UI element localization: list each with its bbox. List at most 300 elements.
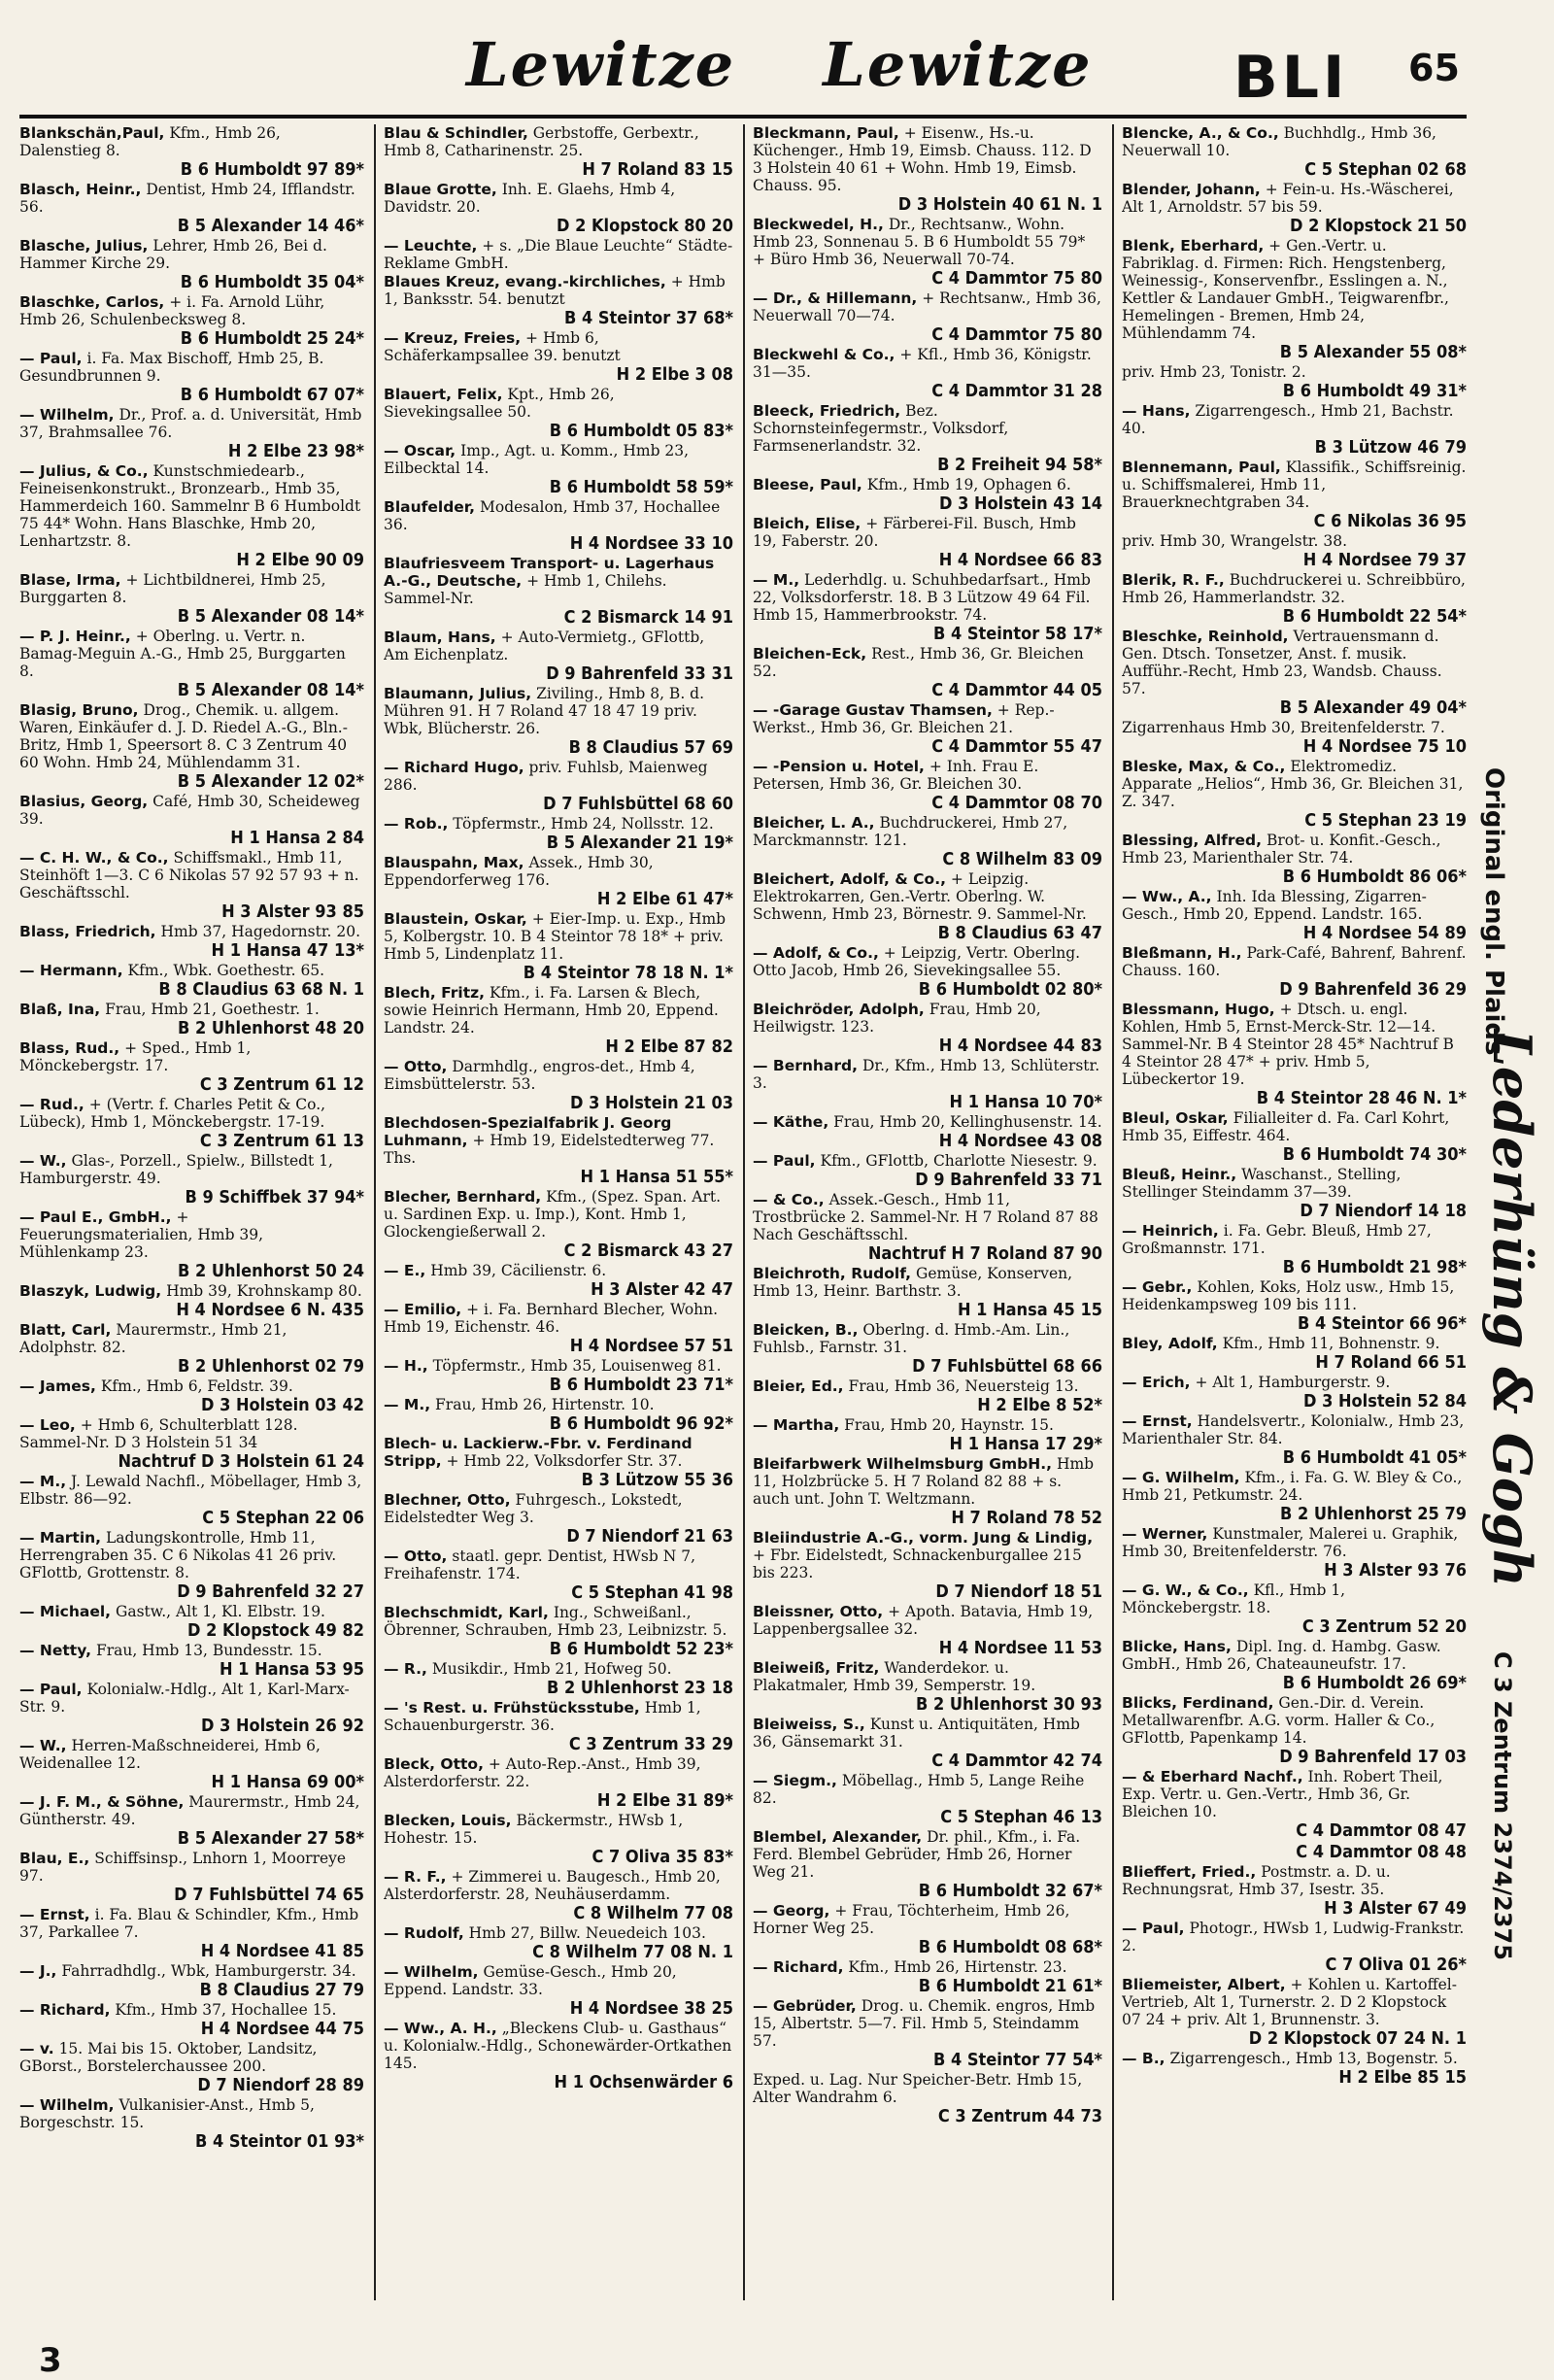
entry-name: Blicke, Hans, [1122,1638,1232,1655]
entry-name: Bleichröder, Adolph, [753,1001,925,1018]
entry-details: Buchdruckerei u. Schreibbüro, Hmb 26, Hammerlandstr. 32. [1122,571,1466,606]
side-ad-phone: C 3 Zentrum 2374/2375 [1489,1651,1516,1960]
directory-entry [19,462,364,570]
entry-name: Blasig, Bruno, [19,701,139,719]
entry-name: Blennemann, Paul, [1122,459,1281,476]
entry-phone: B 3 Lützow 55 36 [581,1470,733,1490]
directory-entry [384,1547,733,1603]
entry-phone: C 5 Stephan 02 68 [1304,159,1467,180]
header-signatures [466,29,1180,100]
column-2 [384,124,733,2300]
entry-details: + Sped., Hmb 1, Mönckebergstr. 17. [19,1039,252,1074]
entry-phone: H 2 Elbe 87 82 [605,1037,733,1057]
entry-name: — E., [384,1262,426,1279]
directory-entry [19,2096,364,2152]
entry-name: — J., [19,1962,57,1980]
entry-details: + Eisenw., Hs.-u. Küchenger., Hmb 19, Eimsb. Chauss. 112. D 3 Holstein 40 61 + Wohn. Hmb 19, Eimsb. Chauss. 95. [753,124,1092,194]
entry-phone: B 2 Uhlenhorst 25 79 [1280,1504,1467,1524]
directory-entry [384,629,733,684]
directory-entry [19,1152,364,1207]
column-3 [753,124,1102,2300]
entry-details: + (Vertr. f. Charles Petit & Co., Lübeck), Hmb 1, Mönckebergstr. 17-19. [19,1096,326,1131]
entry-name: — H., [384,1357,428,1375]
entry-details: Bäckermstr., HWsb 1, Hohestr. 15. [384,1812,684,1847]
entry-phone: C 2 Bismarck 14 91 [563,607,733,628]
entry-details: Möbellag., Hmb 5, Lange Reihe 82. [753,1772,1085,1807]
entry-details: Gerbstoffe, Gerbextr., Hmb 8, Catharinenstr. 25. [384,124,699,159]
directory-entry [384,854,733,909]
entry-phone: B 4 Steintor 28 46 N. 1* [1256,1088,1467,1108]
entry-phone: C 3 Zentrum 61 13 [199,1131,364,1151]
entry-phone: B 6 Humboldt 35 04* [180,272,364,292]
entry-name: — Michael, [19,1603,112,1620]
entry-details: Kunst u. Antiquitäten, Hmb 36, Gänsemarkt 31. [753,1716,1080,1751]
entry-phone: B 2 Uhlenhorst 50 24 [178,1261,364,1281]
entry-details: J. Lewald Nachfl., Möbellager, Hmb 3, Elbstr. 86—92. [19,1473,362,1508]
entry-phone: H 2 Elbe 31 89* [596,1790,733,1811]
entry-details: + Apoth. Batavia, Hmb 19, Lappenbergsallee 32. [753,1603,1094,1638]
directory-entry [753,1659,1102,1715]
directory-entry [753,1001,1102,1056]
entry-phone: D 2 Klopstock 80 20 [556,216,733,236]
entry-details: Kfm., Hmb 11, Bohnenstr. 9. [1222,1335,1440,1352]
directory-entry [753,515,1102,570]
entry-details: + Hmb 1, Chilehs. Sammel-Nr. [384,572,667,607]
entry-phone: B 5 Alexander 49 04* [1279,697,1467,718]
entry-phone: D 7 Fuhlsbüttel 74 65 [174,1885,364,1905]
directory-entry [384,1812,733,1867]
entry-phone: H 4 Nordsee 57 51 [569,1336,733,1356]
entry-phone: C 4 Dammtor 08 47 [1296,1820,1467,1841]
directory-entry [19,1737,364,1792]
entry-details: Dentist, Hmb 24, Ifflandstr. 56. [19,181,355,216]
directory-entry [384,181,733,236]
entry-phone: H 2 Elbe 85 15 [1338,2067,1467,2088]
entry-phone: D 9 Bahrenfeld 33 31 [546,663,733,684]
page-header [0,0,1554,117]
entry-name: Blicks, Ferdinand, [1122,1694,1274,1712]
entry-phone: D 3 Holstein 03 42 [201,1395,364,1415]
directory-entry [19,293,364,349]
directory-entry [1122,1001,1467,1108]
entry-phone: C 5 Stephan 41 98 [571,1582,733,1603]
entry-phone: C 7 Oliva 35 83* [591,1847,733,1867]
entry-phone: D 2 Klopstock 07 24 N. 1 [1248,2028,1467,2049]
entry-details: + Hmb 22, Volksdorfer Str. 37. [446,1452,683,1470]
entry-name: Bleßmann, H., [1122,944,1242,962]
entry-details: + i. Fa. Bernhard Blecher, Wohn. Hmb 19, Eichenstr. 46. [384,1301,719,1336]
directory-entry [384,685,733,758]
entry-phone: H 4 Nordsee 44 75 [200,2019,364,2039]
directory-entry [753,1529,1102,1602]
entry-phone: B 6 Humboldt 22 54* [1282,606,1467,627]
footer-mark: 3 [39,2341,62,2380]
entry-name: Blechdosen-Spezialfabrik J. Georg Luhmann, [384,1114,672,1149]
directory-entry [384,2020,733,2092]
entry-name: Blauert, Felix, [384,386,503,403]
entry-details: i. Fa. Blau & Schindler, Kfm., Hmb 37, Parkallee 7. [19,1906,359,1941]
entry-details: + Hmb 6, Schulterblatt 128. Sammel-Nr. D 3 Holstein 51 34 [19,1416,298,1451]
entry-details: Ing., Schweißanl., Öbrenner, Schrauben, Hmb 23, Leibnizstr. 5. [384,1604,727,1639]
directory-entry [19,1096,364,1151]
entry-phone: B 6 Humboldt 21 98* [1282,1257,1467,1277]
entry-phone: B 6 Humboldt 02 80* [918,979,1102,1000]
entry-name: — Leuchte, [384,237,478,255]
entry-details: Kfm., Hmb 6, Feldstr. 39. [100,1377,293,1395]
directory-entry [753,1455,1102,1528]
entry-phone: B 5 Alexander 08 14* [177,606,364,627]
entry-details: Buchhdlg., Hmb 36, Neuerwall 10. [1122,124,1436,159]
entry-name: Blau & Schindler, [384,124,528,142]
entry-details: Drog. u. Chemik. engros, Hmb 15, Albertstr. 5—7. Fil. Hmb 5, Steindamm 57. [753,1997,1096,2050]
entry-name: Bleiindustrie A.-G., vorm. Jung & Lindig, [753,1529,1094,1547]
entry-phone: B 5 Alexander 21 19* [546,833,733,853]
entry-details: Inh. E. Glaehs, Hmb 4, Davidstr. 20. [384,181,676,216]
entry-phone: H 4 Nordsee 79 37 [1302,550,1467,570]
entry-name: — M., [753,571,800,589]
directory-entry [1122,2050,1467,2088]
entry-name: — v. [19,2040,54,2057]
entry-phone: C 3 Zentrum 44 73 [937,2106,1102,2126]
directory-entry [19,1377,364,1415]
entry-phone: H 4 Nordsee 33 10 [569,533,733,554]
directory-entry [384,1755,733,1811]
entry-phone: H 1 Ochsenwärder 6 [554,2072,733,2092]
directory-entry [384,1924,733,1962]
entry-details: Hmb 37, Hagedornstr. 20. [160,923,361,940]
directory-entry [384,1301,733,1356]
directory-entry [1122,1109,1467,1165]
entry-details: Maurermstr., Hmb 21, Adolphstr. 82. [19,1321,287,1356]
entry-details: i. Fa. Gebr. Bleuß, Hmb 27, Großmannstr. 171. [1122,1222,1432,1257]
entry-details: Ziviling., Hmb 8, B. d. Mühren 91. H 7 Roland 47 18 47 19 priv. Wbk, Blücherstr. 26. [384,685,705,737]
directory-entry [1122,1863,1467,1919]
entry-name: Bleul, Oskar, [1122,1109,1229,1127]
entry-name: Blech- u. Lackierw.-Fbr. v. Ferdinand Stripp, [384,1435,693,1470]
entry-name: — Kreuz, Freies, [384,329,522,347]
entry-phone: B 8 Claudius 63 68 N. 1 [158,979,364,1000]
entry-phone: B 2 Freiheit 94 58* [937,455,1102,475]
entry-phone: D 2 Klopstock 49 82 [186,1620,364,1641]
entry-phone: B 6 Humboldt 32 67* [918,1881,1102,1901]
header-rule [19,115,1467,119]
entry-phone: B 9 Schiffbek 37 94* [185,1187,364,1207]
entry-phone: H 3 Alster 93 76 [1324,1560,1467,1581]
directory-entry [19,124,364,180]
entry-details: Schiffsinsp., Lnhorn 1, Moorreye 97. [19,1850,347,1885]
entry-phone: B 3 Lützow 46 79 [1314,437,1467,458]
entry-details: Zigarrengesch., Hmb 13, Bogenstr. 5. [1169,2050,1458,2067]
entry-phone: B 2 Uhlenhorst 48 20 [178,1018,364,1038]
entry-details: + Dtsch. u. engl. Kohlen, Hmb 5, Ernst-Merck-Str. 12—14. Sammel-Nr. B 4 Steintor 28 45* Nachtruf B 4 Steintor 28 47* + priv. Hmb 5, Lübeckertor 19. [1122,1001,1454,1088]
entry-name: — Dr., & Hillemann, [753,289,918,307]
entry-name: Bleiweiss, S., [753,1716,865,1733]
entry-phone: C 3 Zentrum 33 29 [568,1734,733,1754]
entry-name: Bleckwehl & Co., [753,346,895,363]
directory-entry [384,1435,733,1490]
entry-details: + s. „Die Blaue Leuchte“ Städte-Reklame GmbH. [384,237,733,272]
directory-entry [1122,459,1467,531]
entry-phone: D 2 Klopstock 21 50 [1289,216,1467,236]
entry-details: + Leipzig, Vertr. Oberlng. Otto Jacob, Hmb 26, Sievekingsallee 55. [753,944,1081,979]
entry-phone: B 6 Humboldt 49 31* [1282,381,1467,401]
entry-name: — Paul, [1122,1920,1185,1937]
entry-name: — Wilhelm, [19,2096,115,2114]
entry-name: — Otto, [384,1058,448,1075]
entry-name: — Netty, [19,1642,91,1659]
entry-phone: C 4 Dammtor 42 74 [931,1751,1102,1771]
directory-entry [1122,1525,1467,1581]
entry-name: — W., [19,1152,67,1170]
entry-details: Kpt., Hmb 26, Sievekingsallee 50. [384,386,615,421]
entry-name: — Emilio, [384,1301,462,1318]
entry-name: Blase, Irma, [19,571,121,589]
entry-name: Bleicken, B., [753,1321,859,1339]
directory-entry [19,1529,364,1602]
entry-details: Hmb 39, Cäcilienstr. 6. [430,1262,607,1279]
entry-name: — Leo, [19,1416,76,1434]
entry-phone: H 7 Roland 78 52 [951,1508,1102,1528]
entry-name: — Rud., [19,1096,84,1113]
directory-entry [1122,832,1467,887]
entry-name: — Julius, & Co., [19,462,149,480]
entry-details: + Fbr. Eidelstedt, Schnackenburgallee 215 bis 223. [753,1547,1082,1581]
entry-name: Bleich, Elise, [753,515,861,532]
entry-name: — Richard, [753,1958,844,1976]
entry-details: „Bleckens Club- u. Gasthaus“ u. Kolonialw.-Hdlg., Schonewärder-Ortkathen 145. [384,2020,732,2072]
directory-entry [19,1473,364,1528]
directory-entry [753,1828,1102,1901]
entry-phone: C 3 Zentrum 52 20 [1301,1616,1467,1637]
directory-entry [1122,237,1467,362]
directory-entry [384,1660,733,1698]
directory-entry [384,1188,733,1261]
entry-phone: B 8 Claudius 57 69 [568,737,733,758]
entry-details: Assek.-Gesch., Hmb 11, Trostbrücke 2. Sammel-Nr. H 7 Roland 87 88 Nach Geschäftsschl. [753,1191,1098,1243]
entry-phone: H 3 Alster 93 85 [221,901,364,922]
entry-phone: B 5 Alexander 08 14* [177,680,364,700]
entry-details: Bez. Schornsteinfegermstr., Volksdorf, Farmsenerlandstr. 32. [753,402,1009,455]
entry-name: Blessing, Alfred, [1122,832,1263,849]
entry-details: Lederhdlg. u. Schuhbedarfsart., Hmb 22, Volksdorferstr. 18. B 3 Lützow 49 64 Fil. Hmb 15, Hammerbrookstr. 74. [753,571,1091,624]
entry-phone: C 4 Dammtor 08 48 [1296,1842,1467,1862]
entry-name: Blaustein, Oskar, [384,910,527,928]
entry-phone: H 4 Nordsee 41 85 [200,1941,364,1961]
entry-name: — M., [19,1473,67,1490]
entry-phone: Nachtruf D 3 Holstein 61 24 [118,1451,364,1472]
entry-name: Blechschmidt, Karl, [384,1604,549,1621]
entry-phone: B 5 Alexander 55 08* [1279,342,1467,362]
entry-details: Brot- u. Konfit.-Gesch., Hmb 23, Marienthaler Str. 74. [1122,832,1441,867]
entry-details: Imp., Agt. u. Komm., Hmb 23, Eilbecktal 14. [384,442,690,477]
entry-name: — Paul, [19,1681,83,1698]
entry-details: Maurermstr., Hmb 24, Güntherstr. 49. [19,1793,360,1828]
directory-entry [1122,1335,1467,1373]
entry-phone: H 4 Nordsee 43 08 [938,1131,1102,1151]
entry-details: Elektromediz. Apparate „Helios“, Hmb 36, Gr. Bleichen 31, Z. 347. [1122,758,1464,810]
entry-name: Blaschke, Carlos, [19,293,165,311]
entry-phone: B 6 Humboldt 21 61* [918,1976,1102,1996]
entry-phone: C 4 Dammtor 31 28 [931,381,1102,401]
entry-name: Bleichen-Eck, [753,645,867,663]
entry-name: Blankschän,Paul, [19,124,165,142]
entry-name: — R. F., [384,1868,447,1886]
entry-name: Blaue Grotte, [384,181,497,198]
entry-details: Dr., Kfm., Hmb 13, Schlüterstr. 3. [753,1057,1100,1092]
entry-phone: D 3 Holstein 52 84 [1303,1391,1467,1411]
entry-phone: H 4 Nordsee 38 25 [569,1998,733,2019]
entry-phone: C 8 Wilhelm 83 09 [942,849,1102,869]
entry-details: Hmb 39, Krohnskamp 80. [166,1282,362,1300]
entry-details: Töpfermstr., Hmb 24, Nollsstr. 12. [453,815,714,833]
entry-details: Park-Café, Bahrenf, Bahrenf. Chauss. 160. [1122,944,1467,979]
directory-entry [753,1152,1102,1190]
directory-entry [384,1491,733,1547]
entry-name: Bliemeister, Albert, [1122,1976,1286,1993]
entry-details: Herren-Maßschneiderei, Hmb 6, Weidenallee 12. [19,1737,321,1772]
directory-entry [1122,758,1467,831]
directory-entry [1122,1638,1467,1693]
entry-phone: C 4 Dammtor 75 80 [931,324,1102,345]
entry-name: — Martha, [753,1416,840,1434]
entry-phone: B 5 Alexander 12 02* [177,771,364,792]
entry-details: Zigarrengesch., Hmb 21, Bachstr. 40. [1122,402,1454,437]
entry-details: + Auto-Vermietg., GFlottb, Am Eichenplatz. [384,629,705,663]
directory-entry [1122,1412,1467,1468]
entry-phone: H 1 Hansa 10 70* [949,1092,1102,1112]
entry-details: + Hmb 19, Eidelstedterweg 77. Ths. [384,1132,715,1167]
entry-details: Dr., Prof. a. d. Universität, Hmb 37, Brahmsallee 76. [19,406,362,441]
entry-phone: C 7 Oliva 01 26* [1325,1955,1467,1975]
entry-name: Bleichert, Adolf, & Co., [753,870,946,888]
entry-details: Frau, Hmb 20, Kellinghusenstr. 14. [833,1113,1102,1131]
column-divider [1112,124,1114,2300]
directory-entry [753,1321,1102,1377]
directory-entry [1122,944,1467,1000]
entry-details: Frau, Hmb 26, Hirtenstr. 10. [435,1396,655,1413]
directory-entry [753,1265,1102,1320]
entry-name: — Paul, [19,350,83,367]
entry-name: — -Garage Gustav Thamsen, [753,701,993,719]
entry-details: + Leipzig. Elektrokarren, Gen.-Vertr. Oberlng. W. Schwenn, Hmb 23, Börnestr. 9. Sammel-Nr. [753,870,1087,923]
entry-name: Blass, Rud., [19,1039,120,1057]
entry-phone: H 1 Hansa 2 84 [230,828,364,848]
entry-phone: H 4 Nordsee 11 53 [938,1638,1102,1658]
entry-name: Blecken, Louis, [384,1812,512,1829]
entry-name: — J. F. M., & Söhne, [19,1793,185,1811]
directory-entry [19,1001,364,1038]
entry-phone: D 3 Holstein 26 92 [201,1716,364,1736]
entry-phone: H 1 Hansa 53 95 [219,1659,364,1680]
directory-entry [1122,628,1467,718]
entry-details: Vulkanisier-Anst., Hmb 5, Borgeschstr. 15. [19,2096,315,2131]
entry-name: — Heinrich, [1122,1222,1219,1240]
directory-entry [19,628,364,700]
entry-details: Kfm., GFlottb, Charlotte Niesestr. 9. [820,1152,1098,1170]
directory-entry [19,406,364,461]
entry-phone: B 8 Claudius 63 47 [937,923,1102,943]
entry-details: Kunstschmiedearb., Feineisenkonstrukt., Bronzearb., Hmb 35, Hammerdeich 160. Sammelnr B 6 Humboldt 75 44* Wohn. Hans Blaschke, Hmb 20, Lenhartzstr. 8. [19,462,361,550]
entry-details: Modesalon, Hmb 37, Hochallee 36. [384,498,721,533]
directory-entry [384,759,733,814]
directory-entry [753,944,1102,1000]
directory-entry [19,1208,364,1281]
side-ad-line-1: Original engl. Plaids [1479,767,1508,1056]
entry-name: Blaum, Hans, [384,629,496,646]
entry-phone: H 3 Alster 42 47 [591,1279,733,1300]
entry-phone: H 2 Elbe 90 09 [236,550,364,570]
entry-details: + Kohlen u. Kartoffel-Vertrieb, Alt 1, Turnerstr. 2. D 2 Klopstock 07 24 + priv. Alt 1, Brunnenstr. 3. [1122,1976,1457,2028]
directory-columns [19,124,1467,2300]
entry-name: — Erich, [1122,1374,1191,1391]
entry-details: Photogr., HWsb 1, Ludwig-Frankstr. 2. [1122,1920,1465,1955]
directory-entry [753,1772,1102,1827]
directory-entry [19,1603,364,1641]
entry-name: Bley, Adolf, [1122,1335,1218,1352]
directory-entry [384,1357,733,1395]
entry-details: + i. Fa. Arnold Lühr, Hmb 26, Schulenbecksweg 8. [19,293,325,328]
entry-details: + Inh. Frau E. Petersen, Hmb 36, Gr. Bleichen 30. [753,758,1039,793]
entry-phone: H 1 Hansa 47 13* [211,940,364,961]
entry-details: Kfm., Hmb 19, Ophagen 6. [866,476,1071,493]
entry-phone: B 6 Humboldt 25 24* [180,328,364,349]
entry-details: priv. Fuhlsb, Maienweg 286. [384,759,708,794]
entry-details: Rest., Hmb 36, Gr. Bleichen 52. [753,645,1084,680]
entry-phone: B 4 Steintor 78 18 N. 1* [523,963,733,983]
column-divider [374,124,376,2300]
entry-details: Buchdruckerei, Hmb 27, Marckmannstr. 121. [753,814,1068,849]
directory-entry [753,1113,1102,1151]
column-divider [743,124,745,2300]
entry-phone: D 7 Fuhlsbüttel 68 66 [912,1356,1102,1377]
entry-details: Frau, Hmb 36, Neuersteig 13. [848,1377,1079,1395]
entry-phone: B 6 Humboldt 58 59* [549,477,733,497]
entry-phone: D 9 Bahrenfeld 36 29 [1279,979,1467,1000]
entry-name: Bleckwedel, H., [753,216,884,233]
entry-name: Bleissner, Otto, [753,1603,884,1620]
directory-entry [19,1039,364,1095]
directory-entry [384,329,733,385]
directory-entry [753,1377,1102,1415]
entry-details: + Eier-Imp. u. Exp., Hmb 5, Kolbergstr. 10. B 4 Steintor 78 18* + priv. Hmb 5, Lindenplatz 11. [384,910,726,963]
directory-entry [1122,1222,1467,1277]
entry-name: — Hans, [1122,402,1191,420]
directory-entry [384,124,733,180]
entry-details: Fahrradhdlg., Wbk, Hamburgerstr. 34. [61,1962,356,1980]
entry-name: Blaszyk, Ludwig, [19,1282,162,1300]
entry-details: Handelsvertr., Kolonialw., Hmb 23, Marienthaler Str. 84. [1122,1412,1465,1447]
entry-phone: B 4 Steintor 37 68* [563,308,733,328]
entry-details: Drog., Chemik. u. allgem. Waren, Einkäufer d. J. D. Riedel A.-G., Bln.-Britz, Hmb 1, Speersort 8. C 3 Zentrum 40 60 Wohn. Hmb 24, Mühlendamm 31. [19,701,348,771]
entry-name: Blieffert, Fried., [1122,1863,1257,1881]
entry-phone: D 9 Bahrenfeld 32 27 [177,1581,364,1602]
directory-entry [19,1282,364,1320]
directory-entry [19,1642,364,1680]
entry-name: Blau, E., [19,1850,90,1867]
entry-details: Kfm., Wbk. Goethestr. 65. [127,962,325,979]
entry-name: Bleifarbwerk Wilhelmsburg GmbH., [753,1455,1053,1473]
directory-entry [384,1604,733,1659]
entry-details: Oberlng. d. Hmb.-Am. Lin., Fuhlsb., Farnstr. 31. [753,1321,1070,1356]
entry-phone: D 9 Bahrenfeld 33 71 [915,1170,1102,1190]
entry-details: Frau, Hmb 21, Goethestr. 1. [105,1001,320,1018]
directory-entry [1122,888,1467,943]
entry-name: Bleeck, Friedrich, [753,402,901,420]
entry-details: staatl. gepr. Dentist, HWsb N 7, Freihafenstr. 174. [384,1547,695,1582]
entry-details: Wanderdekor. u. Plakatmaler, Hmb 39, Semperstr. 19. [753,1659,1036,1694]
directory-entry [384,555,733,628]
entry-name: — Gebrüder, [753,1997,857,2015]
